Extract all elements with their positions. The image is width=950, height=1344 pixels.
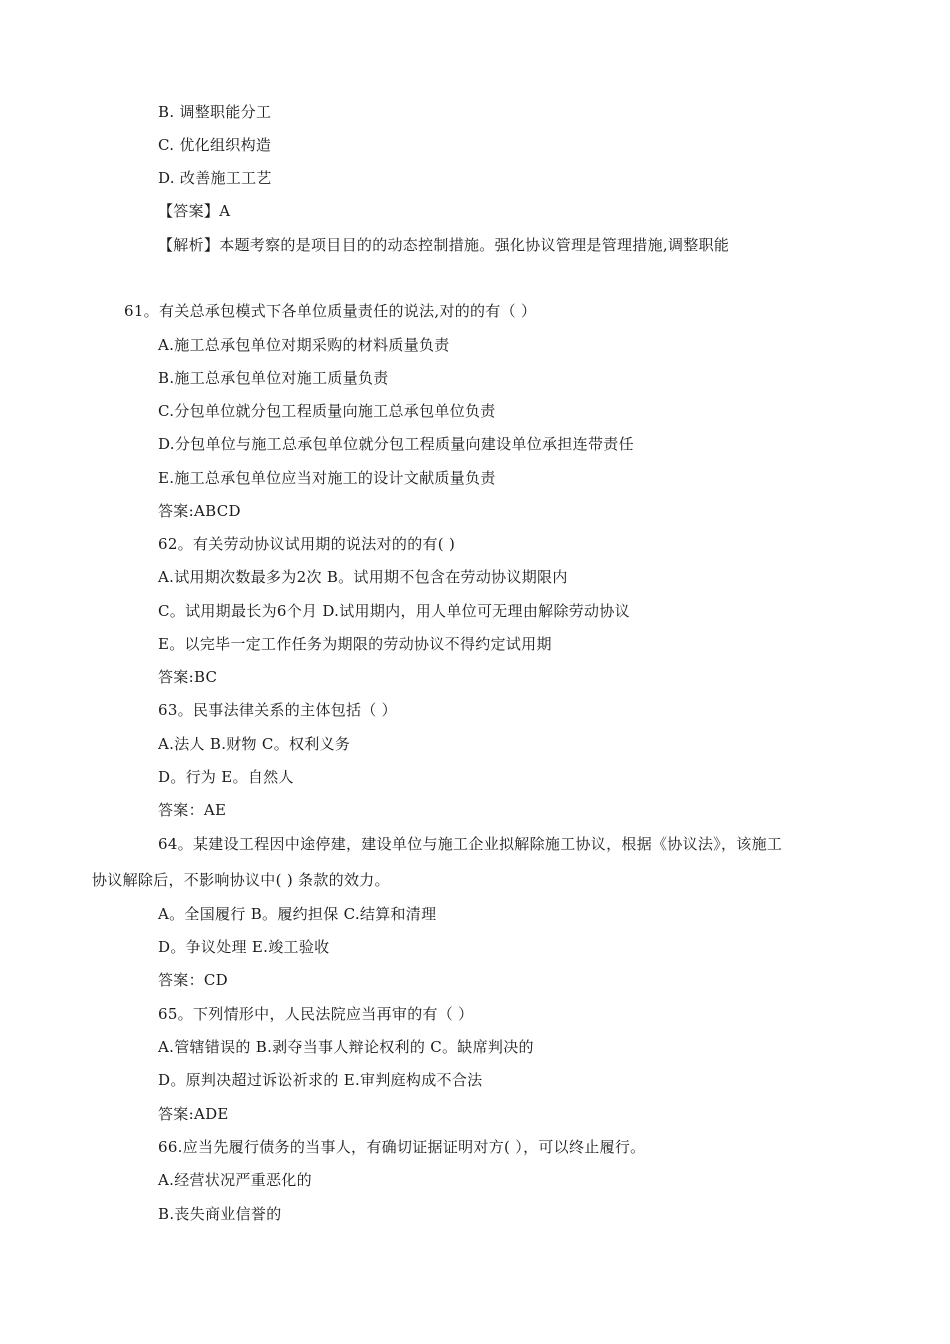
question-63: 63。民事法律关系的主体包括（ ） <box>158 701 397 719</box>
question-65: 65。下列情形中，人民法院应当再审的有（ ） <box>158 1005 474 1023</box>
option-b-q61: B.施工总承包单位对施工质量负责 <box>158 369 389 387</box>
option-abc-q65: A.管辖错误的 B.剥夺当事人辩论权利的 C。缺席判决的 <box>158 1038 534 1056</box>
option-abc-q63: A.法人 B.财物 C。权利义务 <box>158 735 351 753</box>
option-d-q61: D.分包单位与施工总承包单位就分包工程质量向建设单位承担连带责任 <box>158 435 634 453</box>
option-de-q65: D。原判决超过诉讼祈求的 E.审判庭构成不合法 <box>158 1071 483 1089</box>
option-c-q61: C.分包单位就分包工程质量向施工总承包单位负责 <box>158 402 496 420</box>
answer-q62: 答案:BC <box>158 668 218 686</box>
option-b-q60: B. 调整职能分工 <box>158 103 272 121</box>
answer-q63: 答案：AE <box>158 801 227 819</box>
analysis-q60: 【解析】本题考察的是项目目的的动态控制措施。强化协议管理是管理措施,调整职能 <box>158 236 730 254</box>
option-ab-q62: A.试用期次数最多为2次 B。试用期不包含在劳动协议期限内 <box>158 568 568 586</box>
question-66: 66.应当先履行债务的当事人，有确切证据证明对方( ），可以终止履行。 <box>158 1138 646 1156</box>
option-de-q63: D。行为 E。自然人 <box>158 768 294 786</box>
option-e-q61: E.施工总承包单位应当对施工的设计文献质量负责 <box>158 469 496 487</box>
question-62: 62。有关劳动协议试用期的说法对的的有( ) <box>158 535 456 553</box>
option-e-q62: E。以完毕一定工作任务为期限的劳动协议不得约定试用期 <box>158 635 552 653</box>
option-de-q64: D。争议处理 E.竣工验收 <box>158 938 330 956</box>
question-64-cont: 协议解除后，不影响协议中( ) 条款的效力。 <box>92 871 390 889</box>
option-a-q66: A.经营状况严重恶化的 <box>158 1171 312 1189</box>
option-d-q60: D. 改善施工工艺 <box>158 169 272 187</box>
answer-q60: 【答案】A <box>158 202 231 220</box>
option-a-q61: A.施工总承包单位对期采购的材料质量负责 <box>158 336 450 354</box>
option-b-q66: B.丧失商业信誉的 <box>158 1205 282 1223</box>
answer-q65: 答案:ADE <box>158 1105 229 1123</box>
option-abc-q64: A。全国履行 B。履约担保 C.结算和清理 <box>158 905 437 923</box>
answer-q61: 答案:ABCD <box>158 502 241 520</box>
question-61: 61。有关总承包模式下各单位质量责任的说法,对的的有（ ） <box>124 302 537 320</box>
option-c-q60: C. 优化组织构造 <box>158 136 272 154</box>
answer-q64: 答案：CD <box>158 971 229 989</box>
option-cd-q62: C。试用期最长为6个月 D.试用期内，用人单位可无理由解除劳动协议 <box>158 602 630 620</box>
question-64: 64。某建设工程因中途停建，建设单位与施工企业拟解除施工协议，根据《协议法》，该施工 <box>158 835 783 853</box>
